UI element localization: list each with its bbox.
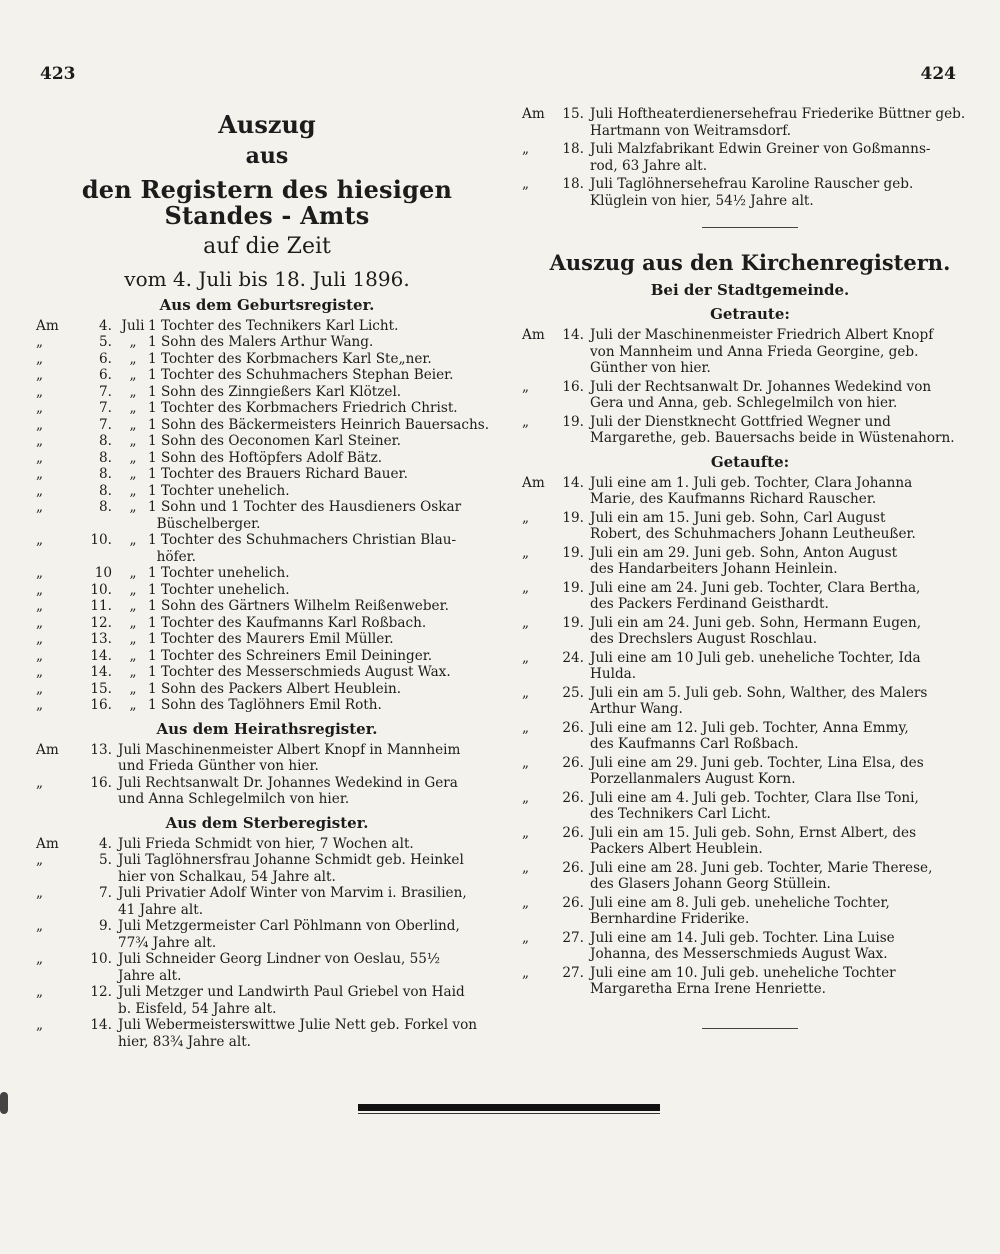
- entry-day: 14.: [562, 327, 584, 343]
- register-entry: [36, 384, 498, 401]
- entry-prefix: „: [36, 499, 44, 516]
- end-rule: [358, 1104, 660, 1111]
- entry-text: 1 Sohn des Oeconomen Karl Steiner.: [148, 433, 401, 450]
- entry-day: 5.: [99, 852, 112, 869]
- entry-month: „: [129, 499, 137, 516]
- register-entry: [522, 414, 978, 447]
- entry-text: Juli ein am 24. Juni geb. Sohn, Hermann Eugen, des Drechslers August Roschlau.: [590, 614, 922, 647]
- register-entry: [522, 930, 978, 963]
- entry-text: Juli Rechtsanwalt Dr. Johannes Wedekind in Gera und Anna Schlegelmilch von hier.: [118, 774, 458, 808]
- entry-month: „: [129, 416, 137, 433]
- entry-text: Juli eine am 10 Juli geb. uneheliche Tochter, Ida Hulda.: [590, 649, 921, 682]
- entry-text: Juli eine am 10. Juli geb. uneheliche Tochter Margaretha Erna Irene Henriette.: [590, 964, 896, 997]
- entry-prefix: „: [522, 579, 530, 596]
- entry-month: „: [129, 367, 137, 384]
- entry-text: 1 Tochter des Schuhmachers Christian Blau- höfer.: [148, 532, 457, 565]
- entry-prefix: „: [36, 367, 44, 384]
- title-line: den Registern des hiesigen Standes - Amts: [81, 174, 453, 230]
- register-entry: [36, 466, 498, 483]
- entry-day: 8.: [99, 482, 112, 499]
- entry-text: 1 Tochter des Korbmachers Friedrich Christ.: [148, 400, 458, 417]
- entry-day: 8.: [99, 449, 112, 466]
- entry-day: 19.: [562, 413, 584, 430]
- entry-prefix: „: [36, 449, 44, 466]
- divider: [702, 227, 798, 228]
- entry-day: 4.: [99, 317, 112, 334]
- entry-prefix: „: [522, 141, 530, 157]
- register-entry: [522, 475, 978, 508]
- register-entry: [36, 918, 498, 951]
- register-entry: [36, 351, 498, 368]
- register-entry: [522, 615, 978, 648]
- register-entry: [36, 648, 498, 665]
- register-entry: [36, 483, 498, 500]
- register-entry: [36, 367, 498, 384]
- entry-day: 27.: [562, 964, 584, 981]
- entry-prefix: „: [36, 482, 44, 499]
- entry-text: Juli Metzgermeister Carl Pöhlmann von Oberlind, 77¾ Jahre alt.: [118, 918, 460, 951]
- entry-prefix: Am: [522, 327, 545, 343]
- entry-text: Juli eine am 28. Juni geb. Tochter, Marie Therese, des Glasers Johann Georg Stüllein.: [590, 859, 933, 892]
- church-register-title: Auszug aus den Kirchenregistern.: [549, 250, 951, 275]
- register-entry: [36, 400, 498, 417]
- entry-day: 26.: [562, 824, 584, 841]
- register-entry: [522, 685, 978, 718]
- register-entry: [36, 565, 498, 582]
- entry-text: Juli eine am 1. Juli geb. Tochter, Clara Johanna Marie, des Kaufmanns Richard Rauscher.: [590, 474, 913, 507]
- entry-text: Juli eine am 8. Juli geb. uneheliche Tochter, Bernhardine Friderike.: [590, 894, 890, 927]
- entry-text: Juli Metzger und Landwirth Paul Griebel von Haid b. Eisfeld, 54 Jahre alt.: [118, 984, 465, 1017]
- entry-text: 1 Sohn des Gärtners Wilhelm Reißenweber.: [148, 598, 449, 615]
- entry-month: „: [129, 334, 137, 351]
- entry-prefix: „: [522, 684, 530, 701]
- entry-prefix: „: [36, 918, 44, 935]
- right-column: [522, 106, 978, 1029]
- entry-day: 19.: [562, 579, 584, 596]
- entry-text: 1 Tochter des Brauers Richard Bauer.: [148, 466, 408, 483]
- register-entry: [36, 582, 498, 599]
- entry-day: 14.: [90, 664, 112, 681]
- register-entry: [36, 1017, 498, 1050]
- entry-day: 7.: [99, 885, 112, 902]
- register-entry: [522, 825, 978, 858]
- register-entry: [522, 720, 978, 753]
- entry-prefix: „: [36, 565, 44, 582]
- register-entry: [36, 742, 498, 775]
- entry-prefix: „: [522, 789, 530, 806]
- entry-text: Juli Taglöhnersfrau Johanne Schmidt geb. Heinkel hier von Schalkau, 54 Jahre alt.: [118, 852, 464, 885]
- entry-text: Juli Taglöhnersehefrau Karoline Rauscher geb. Klüglein von hier, 54½ Jahre alt.: [590, 176, 914, 209]
- entry-list: [36, 742, 498, 808]
- entry-text: Juli Privatier Adolf Winter von Marvim i. Brasilien, 41 Jahre alt.: [118, 885, 467, 918]
- register-entry: [36, 664, 498, 681]
- entry-text: 1 Sohn des Packers Albert Heublein.: [148, 680, 402, 697]
- entry-day: 5.: [99, 334, 112, 351]
- register-entry: [36, 951, 498, 984]
- entry-text: 1 Tochter des Technikers Karl Licht.: [148, 317, 399, 334]
- entry-day: 4.: [99, 835, 112, 852]
- register-entry: [522, 650, 978, 683]
- entry-prefix: „: [36, 532, 44, 549]
- entry-day: 18.: [562, 141, 584, 157]
- entry-day: 14.: [562, 474, 584, 491]
- entry-day: 10.: [90, 951, 112, 968]
- entry-prefix: Am: [36, 835, 59, 852]
- register-entry: [522, 327, 978, 377]
- entry-day: 7.: [99, 383, 112, 400]
- entry-prefix: „: [36, 852, 44, 869]
- register-entry: [522, 510, 978, 543]
- entry-text: Juli Hoftheaterdienersehefrau Friederike Büttner geb. Hartmann von Weitramsdorf.: [590, 106, 966, 139]
- entry-prefix: Am: [36, 317, 59, 334]
- entry-day: 8.: [99, 499, 112, 516]
- entry-prefix: „: [36, 433, 44, 450]
- entry-day: 14.: [90, 1017, 112, 1034]
- register-entry: [36, 775, 498, 808]
- entry-text: 1 Sohn des Zinngießers Karl Klötzel.: [148, 383, 402, 400]
- entry-text: 1 Tochter unehelich.: [148, 482, 290, 499]
- entry-day: 8.: [99, 466, 112, 483]
- entry-day: 12.: [90, 984, 112, 1001]
- entry-prefix: „: [522, 413, 530, 430]
- register-entry: [36, 334, 498, 351]
- entry-prefix: „: [522, 964, 530, 981]
- divider: [702, 1028, 798, 1029]
- entry-month: Juli: [121, 317, 145, 334]
- entry-prefix: Am: [522, 474, 545, 491]
- entry-month: „: [129, 532, 137, 549]
- entry-month: „: [129, 350, 137, 367]
- entry-day: 26.: [562, 754, 584, 771]
- entry-day: 9.: [99, 918, 112, 935]
- entry-day: 26.: [562, 789, 584, 806]
- married-list: [522, 327, 978, 447]
- entry-day: 19.: [562, 509, 584, 526]
- register-entry: [522, 545, 978, 578]
- entry-prefix: „: [522, 378, 530, 395]
- entry-month: „: [129, 581, 137, 598]
- parish-heading: Bei der Stadtgemeinde.: [650, 281, 850, 299]
- entry-day: 26.: [562, 719, 584, 736]
- entry-month: „: [129, 697, 137, 714]
- register-entry: [36, 885, 498, 918]
- entry-day: 25.: [562, 684, 584, 701]
- title-line: vom 4. Juli bis 18. Juli 1896.: [124, 266, 410, 291]
- entry-day: 18.: [562, 176, 584, 192]
- register-entry: [36, 318, 498, 335]
- entry-text: Juli ein am 15. Juni geb. Sohn, Carl August Robert, des Schuhmachers Johann Leutheußer.: [590, 509, 916, 542]
- entry-text: Juli Malzfabrikant Edwin Greiner von Goßmanns- rod, 63 Jahre alt.: [590, 141, 931, 174]
- married-heading: Getraute:: [710, 305, 790, 323]
- entry-month: „: [129, 449, 137, 466]
- entry-prefix: Am: [522, 106, 545, 122]
- entry-month: „: [129, 598, 137, 615]
- entry-day: 7.: [99, 400, 112, 417]
- title-line: aus: [245, 143, 289, 170]
- entry-prefix: „: [36, 631, 44, 648]
- entry-day: 10.: [90, 581, 112, 598]
- register-entry: [36, 615, 498, 632]
- entry-prefix: „: [522, 754, 530, 771]
- register-entry: [522, 895, 978, 928]
- entry-prefix: „: [36, 466, 44, 483]
- register-entry: [36, 433, 498, 450]
- entry-prefix: „: [522, 509, 530, 526]
- entry-day: 10: [94, 565, 112, 582]
- entry-text: Juli Webermeisterswittwe Julie Nett geb. Forkel von hier, 83¾ Jahre alt.: [118, 1017, 478, 1050]
- entry-day: 10.: [90, 532, 112, 549]
- entry-day: 11.: [90, 598, 112, 615]
- entry-prefix: „: [36, 885, 44, 902]
- entry-prefix: „: [522, 176, 530, 192]
- entry-text: Juli ein am 5. Juli geb. Sohn, Walther, des Malers Arthur Wang.: [590, 684, 928, 717]
- entry-day: 6.: [99, 350, 112, 367]
- title-line: Auszug: [218, 110, 316, 139]
- entry-prefix: Am: [36, 741, 59, 758]
- page-number-right: 424: [920, 64, 956, 84]
- entry-prefix: „: [522, 929, 530, 946]
- baptized-list: [522, 475, 978, 998]
- entry-prefix: „: [36, 774, 44, 791]
- entry-prefix: „: [36, 400, 44, 417]
- entry-day: 19.: [562, 614, 584, 631]
- register-sections: [36, 296, 498, 1051]
- entry-text: 1 Sohn und 1 Tochter des Hausdieners Oskar Büschelberger.: [148, 499, 462, 532]
- entry-text: Juli Frieda Schmidt von hier, 7 Wochen alt.: [118, 835, 414, 852]
- entry-prefix: „: [36, 984, 44, 1001]
- entry-text: Juli eine am 29. Juni geb. Tochter, Lina Elsa, des Porzellanmalers August Korn.: [590, 754, 924, 787]
- entry-text: 1 Sohn des Bäckermeisters Heinrich Bauersachs.: [148, 416, 490, 433]
- entry-month: „: [129, 565, 137, 582]
- entry-prefix: „: [36, 598, 44, 615]
- entry-list: [36, 318, 498, 714]
- section-heading: Aus dem Sterberegister.: [165, 813, 369, 832]
- entry-text: Juli eine am 4. Juli geb. Tochter, Clara Ilse Toni, des Technikers Carl Licht.: [590, 789, 919, 822]
- register-entry: [36, 836, 498, 853]
- entry-text: 1 Tochter des Schuhmachers Stephan Beier.: [148, 367, 454, 384]
- entry-day: 6.: [99, 367, 112, 384]
- entry-prefix: „: [36, 680, 44, 697]
- entry-day: 27.: [562, 929, 584, 946]
- entry-prefix: „: [522, 719, 530, 736]
- entry-day: 19.: [562, 544, 584, 561]
- death-register-continuation: [522, 106, 978, 209]
- entry-prefix: „: [522, 614, 530, 631]
- entry-month: „: [129, 466, 137, 483]
- entry-month: „: [129, 383, 137, 400]
- entry-prefix: „: [522, 894, 530, 911]
- entry-text: 1 Tochter des Korbmachers Karl Ste„ner.: [148, 350, 432, 367]
- entry-text: Juli eine am 24. Juni geb. Tochter, Clara Bertha, des Packers Ferdinand Geisthardt.: [590, 579, 921, 612]
- register-entry: [36, 631, 498, 648]
- register-entry: [36, 984, 498, 1017]
- entry-text: Juli ein am 15. Juli geb. Sohn, Ernst Albert, des Packers Albert Heublein.: [590, 824, 917, 857]
- entry-prefix: „: [522, 544, 530, 561]
- register-entry: [36, 697, 498, 714]
- entry-month: „: [129, 400, 137, 417]
- entry-day: 14.: [90, 647, 112, 664]
- entry-text: 1 Tochter des Kaufmanns Karl Roßbach.: [148, 614, 427, 631]
- entry-text: 1 Sohn des Taglöhners Emil Roth.: [148, 697, 382, 714]
- register-entry: [522, 379, 978, 412]
- entry-text: Juli ein am 29. Juni geb. Sohn, Anton August des Handarbeiters Johann Heinlein.: [590, 544, 898, 577]
- entry-prefix: „: [522, 859, 530, 876]
- register-entry: [36, 450, 498, 467]
- entry-prefix: „: [36, 1017, 44, 1034]
- entry-day: 26.: [562, 894, 584, 911]
- ink-blot: [0, 1092, 8, 1114]
- entry-day: 15.: [562, 106, 584, 122]
- register-entry: [36, 499, 498, 532]
- register-entry: [522, 141, 978, 174]
- left-column: [36, 106, 498, 1050]
- entry-day: 24.: [562, 649, 584, 666]
- register-entry: [36, 532, 498, 565]
- entry-text: Juli Schneider Georg Lindner von Oeslau, 55½ Jahre alt.: [118, 951, 441, 984]
- entry-prefix: „: [36, 334, 44, 351]
- page-number-left: 423: [40, 64, 76, 84]
- register-entry: [36, 852, 498, 885]
- entry-text: 1 Tochter des Maurers Emil Müller.: [148, 631, 394, 648]
- entry-text: Juli der Rechtsanwalt Dr. Johannes Wedekind von Gera und Anna, geb. Schlegelmilch von hier.: [590, 378, 932, 411]
- register-entry: [522, 580, 978, 613]
- entry-prefix: „: [522, 649, 530, 666]
- section-heading: Aus dem Heirathsregister.: [156, 719, 378, 738]
- section-heading: Aus dem Geburtsregister.: [159, 295, 375, 314]
- entry-day: 13.: [90, 631, 112, 648]
- entry-month: „: [129, 631, 137, 648]
- entry-prefix: „: [36, 350, 44, 367]
- entry-prefix: „: [36, 664, 44, 681]
- entry-month: „: [129, 433, 137, 450]
- register-entry: [36, 417, 498, 434]
- entry-text: 1 Sohn des Malers Arthur Wang.: [148, 334, 374, 351]
- entry-text: Juli eine am 14. Juli geb. Tochter. Lina Luise Johanna, des Messerschmieds August Wax.: [590, 929, 895, 962]
- entry-text: 1 Sohn des Hoftöpfers Adolf Bätz.: [148, 449, 383, 466]
- entry-month: „: [129, 647, 137, 664]
- register-entry: [522, 106, 978, 139]
- entry-prefix: „: [36, 581, 44, 598]
- baptized-heading: Getaufte:: [710, 452, 790, 471]
- entry-prefix: „: [36, 614, 44, 631]
- entry-prefix: „: [522, 824, 530, 841]
- entry-prefix: „: [36, 697, 44, 714]
- register-entry: [522, 176, 978, 209]
- entry-month: „: [129, 614, 137, 631]
- entry-list: [36, 836, 498, 1051]
- register-entry: [522, 860, 978, 893]
- entry-day: 13.: [90, 741, 112, 758]
- entry-text: Juli eine am 12. Juli geb. Tochter, Anna Emmy, des Kaufmanns Carl Roßbach.: [590, 719, 909, 752]
- entry-day: 15.: [90, 680, 112, 697]
- entry-text: 1 Tochter unehelich.: [148, 581, 290, 598]
- entry-text: Juli Maschinenmeister Albert Knopf in Mannheim und Frieda Günther von hier.: [118, 741, 461, 775]
- entry-text: 1 Tochter unehelich.: [148, 565, 290, 582]
- entry-prefix: „: [36, 647, 44, 664]
- entry-month: „: [129, 680, 137, 697]
- entry-prefix: „: [36, 951, 44, 968]
- entry-day: 16.: [90, 697, 112, 714]
- entry-day: 8.: [99, 433, 112, 450]
- entry-text: 1 Tochter des Schreiners Emil Deininger.: [148, 647, 433, 664]
- register-entry: [522, 965, 978, 998]
- entry-day: 26.: [562, 859, 584, 876]
- register-entry: [36, 681, 498, 698]
- entry-month: „: [129, 664, 137, 681]
- entry-day: 16.: [90, 774, 112, 791]
- entry-prefix: „: [36, 383, 44, 400]
- entry-day: 12.: [90, 614, 112, 631]
- title-line: auf die Zeit: [203, 234, 331, 260]
- entry-text: Juli der Maschinenmeister Friedrich Albert Knopf von Mannheim und Anna Frieda Georgine, geb. Günther von hier.: [590, 327, 934, 376]
- register-entry: [36, 598, 498, 615]
- entry-text: Juli der Dienstknecht Gottfried Wegner und Margarethe, geb. Bauersachs beide in Wüstenahorn.: [590, 413, 955, 446]
- extract-title: [36, 112, 498, 290]
- entry-day: 16.: [562, 378, 584, 395]
- entry-prefix: „: [36, 416, 44, 433]
- register-entry: [522, 790, 978, 823]
- entry-day: 7.: [99, 416, 112, 433]
- entry-text: 1 Tochter des Messerschmieds August Wax.: [148, 664, 451, 681]
- register-entry: [522, 755, 978, 788]
- entry-month: „: [129, 482, 137, 499]
